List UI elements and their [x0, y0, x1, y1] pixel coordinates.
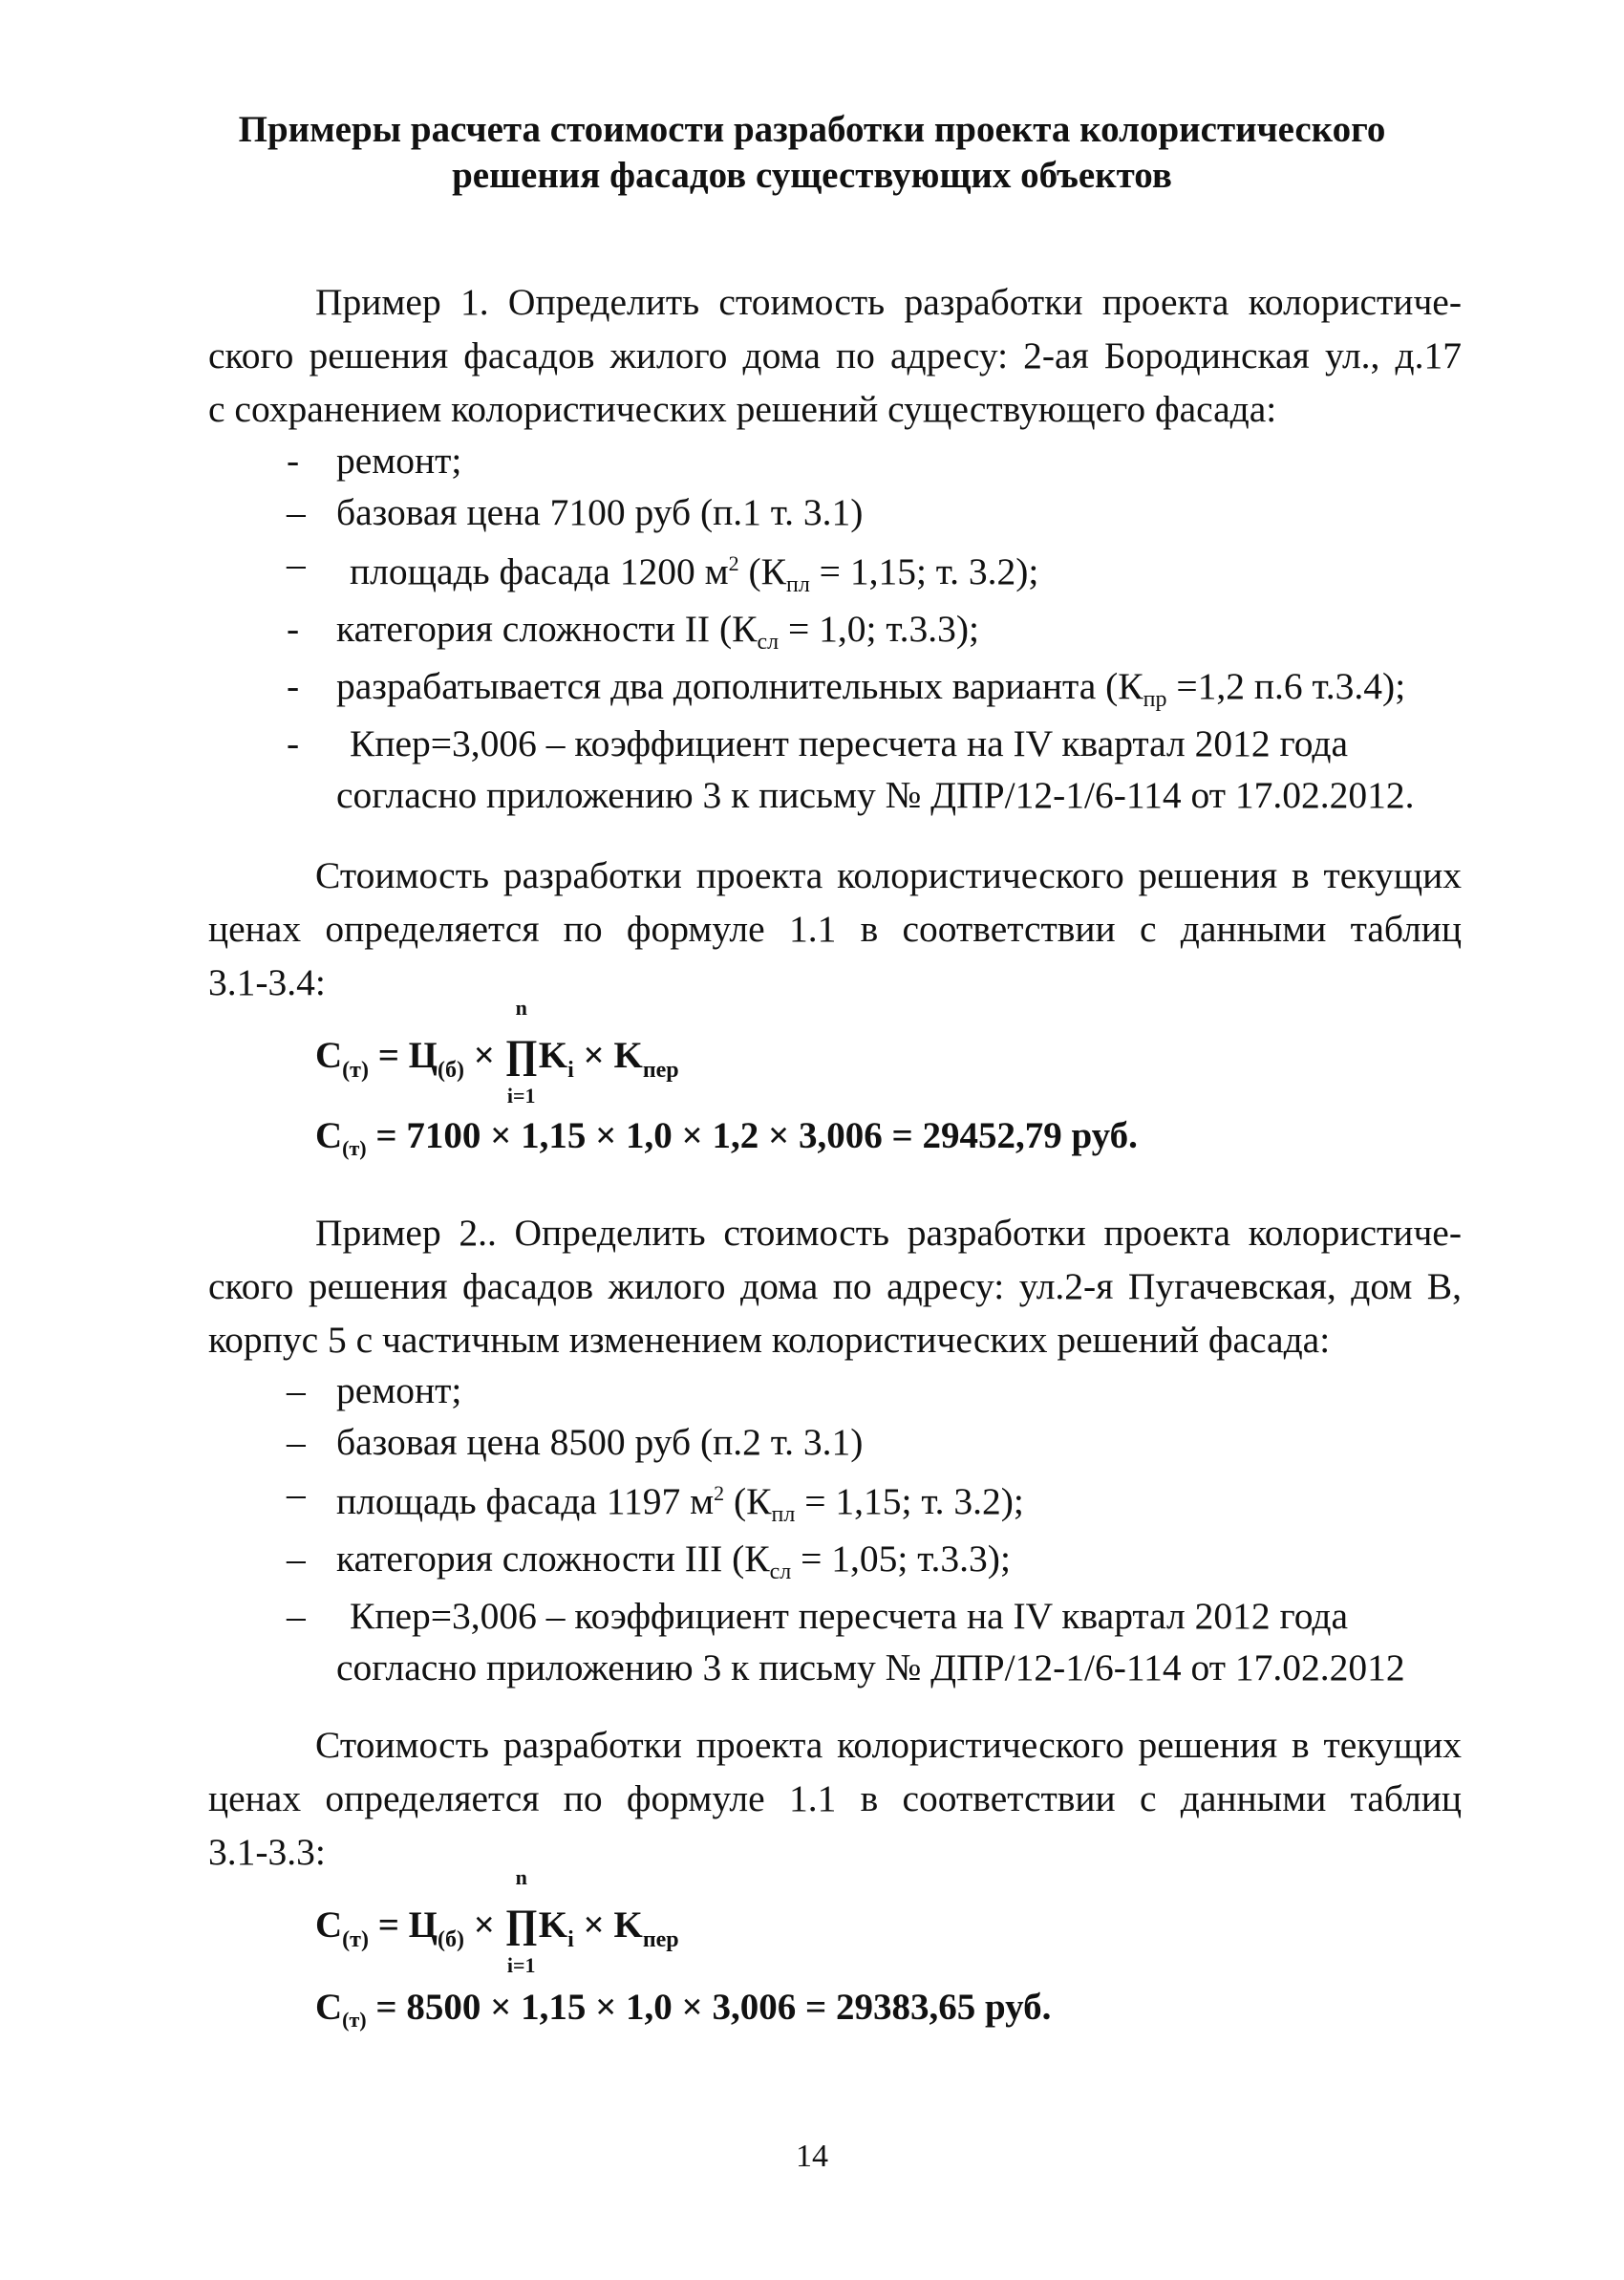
example-2-cost-text — [208, 1718, 1462, 1879]
example-2-intro-line: Пример 2.. Определить стоимость разработки проекта колористиче- — [315, 1212, 1462, 1254]
product-symbol: n ∏ i=1 — [504, 996, 539, 1108]
list-item: – категория сложности III ($К_{сл} = 1,05$; т.3.3); — [287, 1538, 1011, 1585]
example-1-intro-line: с сохранением колористических решений существующего фасада: — [208, 388, 1277, 430]
example-1-intro-line: Пример 1. Определить стоимость разработки проекта колористиче- — [315, 281, 1462, 323]
page-title — [0, 107, 1624, 199]
page-number: 14 — [796, 2139, 828, 2174]
cost-text-line: ценах определяется по формуле 1.1 в соответствии с данными таблиц — [208, 908, 1462, 950]
example-2-parameter-list — [287, 1365, 1471, 1693]
example-1-parameter-list — [287, 435, 1471, 821]
example-2-intro-line: корпус 5 с частичным изменением колористических решений фасада: — [208, 1319, 1331, 1361]
example-1-formula: $С_{(т)} = Ц_{(б)}$ × n ∏ i=1 $K_i \times K_{пер}$ — [315, 996, 679, 1108]
product-symbol: n ∏ i=1 — [504, 1865, 539, 1977]
cost-text-line: Стоимость разработки проекта колористического решения в текущих — [315, 1724, 1462, 1766]
example-1-intro-line: ского решения фасадов жилого дома по адресу: 2-ая Бородинская ул., д.17 — [208, 334, 1462, 376]
list-item: – базовая цена 7100 руб (п.1 т. 3.1) — [287, 491, 864, 533]
list-item: – площадь фасада 1200 $м^2$ ($К_{пл} = 1,15$; т. 3.2); — [287, 543, 1039, 598]
list-item: - ремонт; — [287, 440, 462, 482]
example-2-formula: $С_{(т)} = Ц_{(б)}$ × n ∏ i=1 $K_i \times K_{пер}$ — [315, 1865, 679, 1977]
list-item: - категория сложности II ($К_{сл} = 1,0$; т.3.3); — [287, 608, 980, 656]
cost-text-line: 3.1-3.4: — [208, 961, 326, 1003]
list-item: – Кпер=3,006 – коэффициент пересчета на IV квартал 2012 года согласно приложению 3 к письму № ДПР/12-1/6-114 от 17.02.2012 — [287, 1595, 1405, 1689]
list-item: – базовая цена 8500 руб (п.2 т. 3.1) — [287, 1421, 864, 1463]
example-2-result: $С_{(т)} = 8500 \times 1,15 \times 1,0 \times 3,006 = 29383,65$ руб. — [315, 1987, 1052, 2032]
cost-text-line: 3.1-3.3: — [208, 1831, 326, 1873]
example-1-intro — [208, 275, 1462, 436]
list-item: - разрабатывается два дополнительных варианта ($К_{пр} =1,2$ п.6 т.3.4); — [287, 665, 1406, 713]
list-item: – ремонт; — [287, 1369, 462, 1411]
title-line-1: Примеры расчета стоимости разработки проекта колористического — [238, 109, 1386, 150]
example-2-intro — [208, 1206, 1462, 1366]
cost-text-line: ценах определяется по формуле 1.1 в соответствии с данными таблиц — [208, 1777, 1462, 1819]
title-line-2: решения фасадов существующих объектов — [452, 155, 1172, 196]
cost-text-line: Стоимость разработки проекта колористического решения в текущих — [315, 854, 1462, 896]
list-item: - Кпер=3,006 – коэффициент пересчета на IV квартал 2012 года согласно приложению 3 к письму № ДПР/12-1/6-114 от 17.02.2012. — [287, 722, 1415, 817]
example-1-cost-text — [208, 849, 1462, 1009]
list-item: – площадь фасада 1197 $м^2$ ($К_{пл} = 1,15$; т. 3.2); — [287, 1473, 1024, 1528]
example-1-result: $С_{(т)} = 7100 \times 1,15 \times 1,0 \times 1,2 \times 3,006 = 29452,79$ руб. — [315, 1115, 1138, 1160]
example-2-intro-line: ского решения фасадов жилого дома по адресу: ул.2-я Пугачевская, дом В, — [208, 1265, 1462, 1307]
